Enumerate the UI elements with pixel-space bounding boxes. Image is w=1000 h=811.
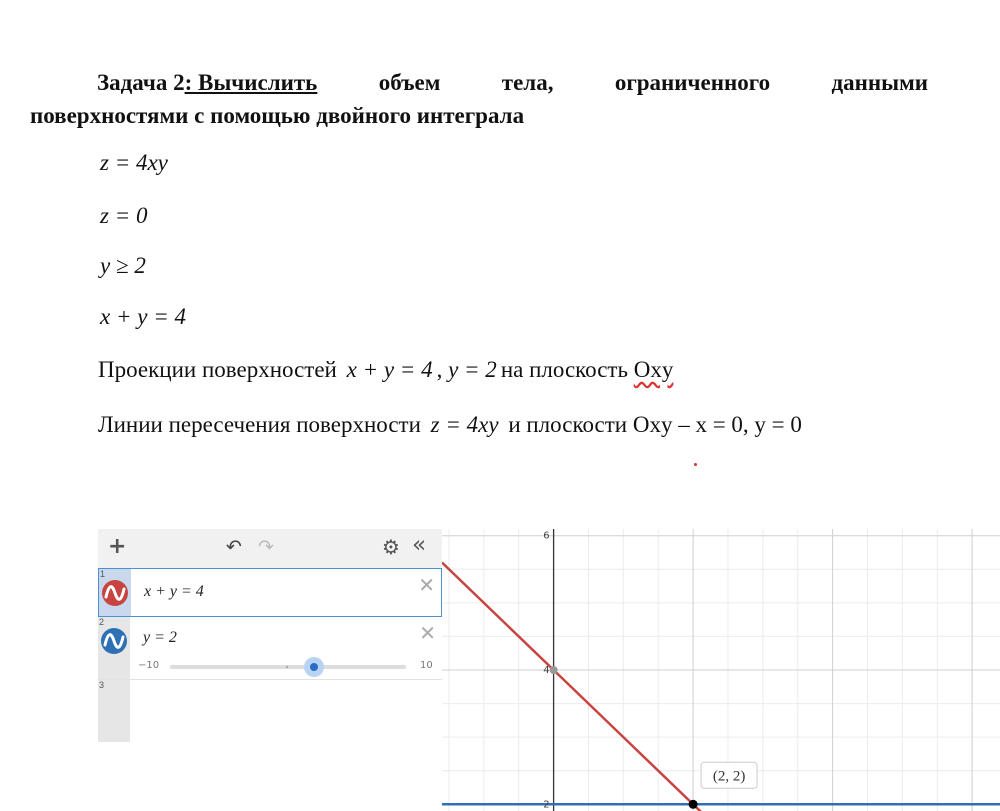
point-label: (2, 2) bbox=[712, 768, 746, 785]
expression-input[interactable]: x + y = 4 bbox=[144, 583, 204, 600]
expression-index: 2 bbox=[99, 617, 105, 627]
projection-prefix: Проекции поверхностей bbox=[98, 357, 337, 382]
task-heading-line1 bbox=[30, 66, 928, 99]
equation-2: z = 0 bbox=[100, 203, 148, 228]
task-heading bbox=[30, 66, 928, 132]
slider-max: 10 bbox=[420, 660, 433, 671]
expression-gutter bbox=[98, 617, 130, 679]
equation-3: y ≥ 2 bbox=[100, 253, 146, 278]
intersection-prefix: Линии пересечения поверхности bbox=[98, 412, 421, 437]
intersection-text bbox=[98, 410, 802, 440]
expression-row-3[interactable] bbox=[98, 680, 442, 730]
task-word-3: ограниченного bbox=[614, 70, 771, 95]
expression-input[interactable]: y = 2 bbox=[143, 629, 177, 646]
delete-expression-icon[interactable]: ✕ bbox=[419, 621, 436, 645]
redo-icon[interactable]: ↷ bbox=[258, 536, 274, 558]
tick-labels bbox=[543, 531, 549, 811]
graph-canvas[interactable] bbox=[442, 529, 1000, 811]
projection-comma: , bbox=[436, 357, 443, 382]
undo-icon[interactable]: ↶ bbox=[226, 536, 242, 558]
function-curve-icon[interactable] bbox=[101, 628, 127, 654]
projection-eq2: y = 2 bbox=[448, 357, 497, 382]
gear-icon[interactable]: ⚙ bbox=[382, 535, 400, 559]
task-word-2: тела, bbox=[501, 70, 554, 95]
add-item-button[interactable]: + bbox=[108, 534, 127, 559]
slider-handle[interactable] bbox=[310, 663, 318, 671]
slider-min: −10 bbox=[138, 660, 160, 671]
expression-row-1[interactable] bbox=[98, 568, 442, 617]
expression-index: 1 bbox=[100, 569, 106, 579]
slider-tick bbox=[286, 666, 288, 668]
task-heading-line2: поверхностями с помощью двойного интеграла bbox=[30, 103, 525, 128]
projection-plane: Oxy bbox=[633, 357, 674, 382]
expression-gutter bbox=[99, 569, 131, 616]
data-point bbox=[689, 800, 698, 809]
y-tick-label: 2 bbox=[543, 799, 550, 811]
equation-4: x + y = 4 bbox=[100, 304, 186, 329]
data-point bbox=[550, 666, 558, 674]
delete-expression-icon[interactable]: ✕ bbox=[418, 573, 435, 597]
intersection-eq: z = 4xy bbox=[430, 412, 499, 437]
slider-row bbox=[138, 657, 438, 677]
collapse-panel-icon[interactable]: « bbox=[412, 532, 427, 558]
function-curve-icon[interactable] bbox=[102, 580, 128, 606]
y-tick-label: 6 bbox=[543, 530, 550, 542]
projection-eq1: x + y = 4 bbox=[346, 357, 433, 382]
slider-track[interactable] bbox=[170, 665, 406, 669]
task-word-1: объем bbox=[378, 70, 441, 95]
equation-1: z = 4xy bbox=[100, 150, 168, 175]
projection-suffix: на плоскость bbox=[500, 357, 634, 382]
stray-red-dot bbox=[694, 463, 697, 466]
expression-gutter bbox=[98, 680, 130, 742]
expression-row-2[interactable] bbox=[98, 617, 442, 680]
expression-list bbox=[98, 568, 442, 730]
expression-toolbar bbox=[98, 529, 442, 569]
projection-text bbox=[98, 355, 673, 385]
expression-index: 3 bbox=[99, 680, 105, 690]
y-tick-label: 4 bbox=[543, 665, 550, 676]
task-title: Задача 2: Вычислить bbox=[97, 70, 318, 95]
task-word-4: данными bbox=[831, 70, 928, 95]
intersection-suffix: и плоскости Oxy – x = 0, y = 0 bbox=[508, 412, 802, 437]
